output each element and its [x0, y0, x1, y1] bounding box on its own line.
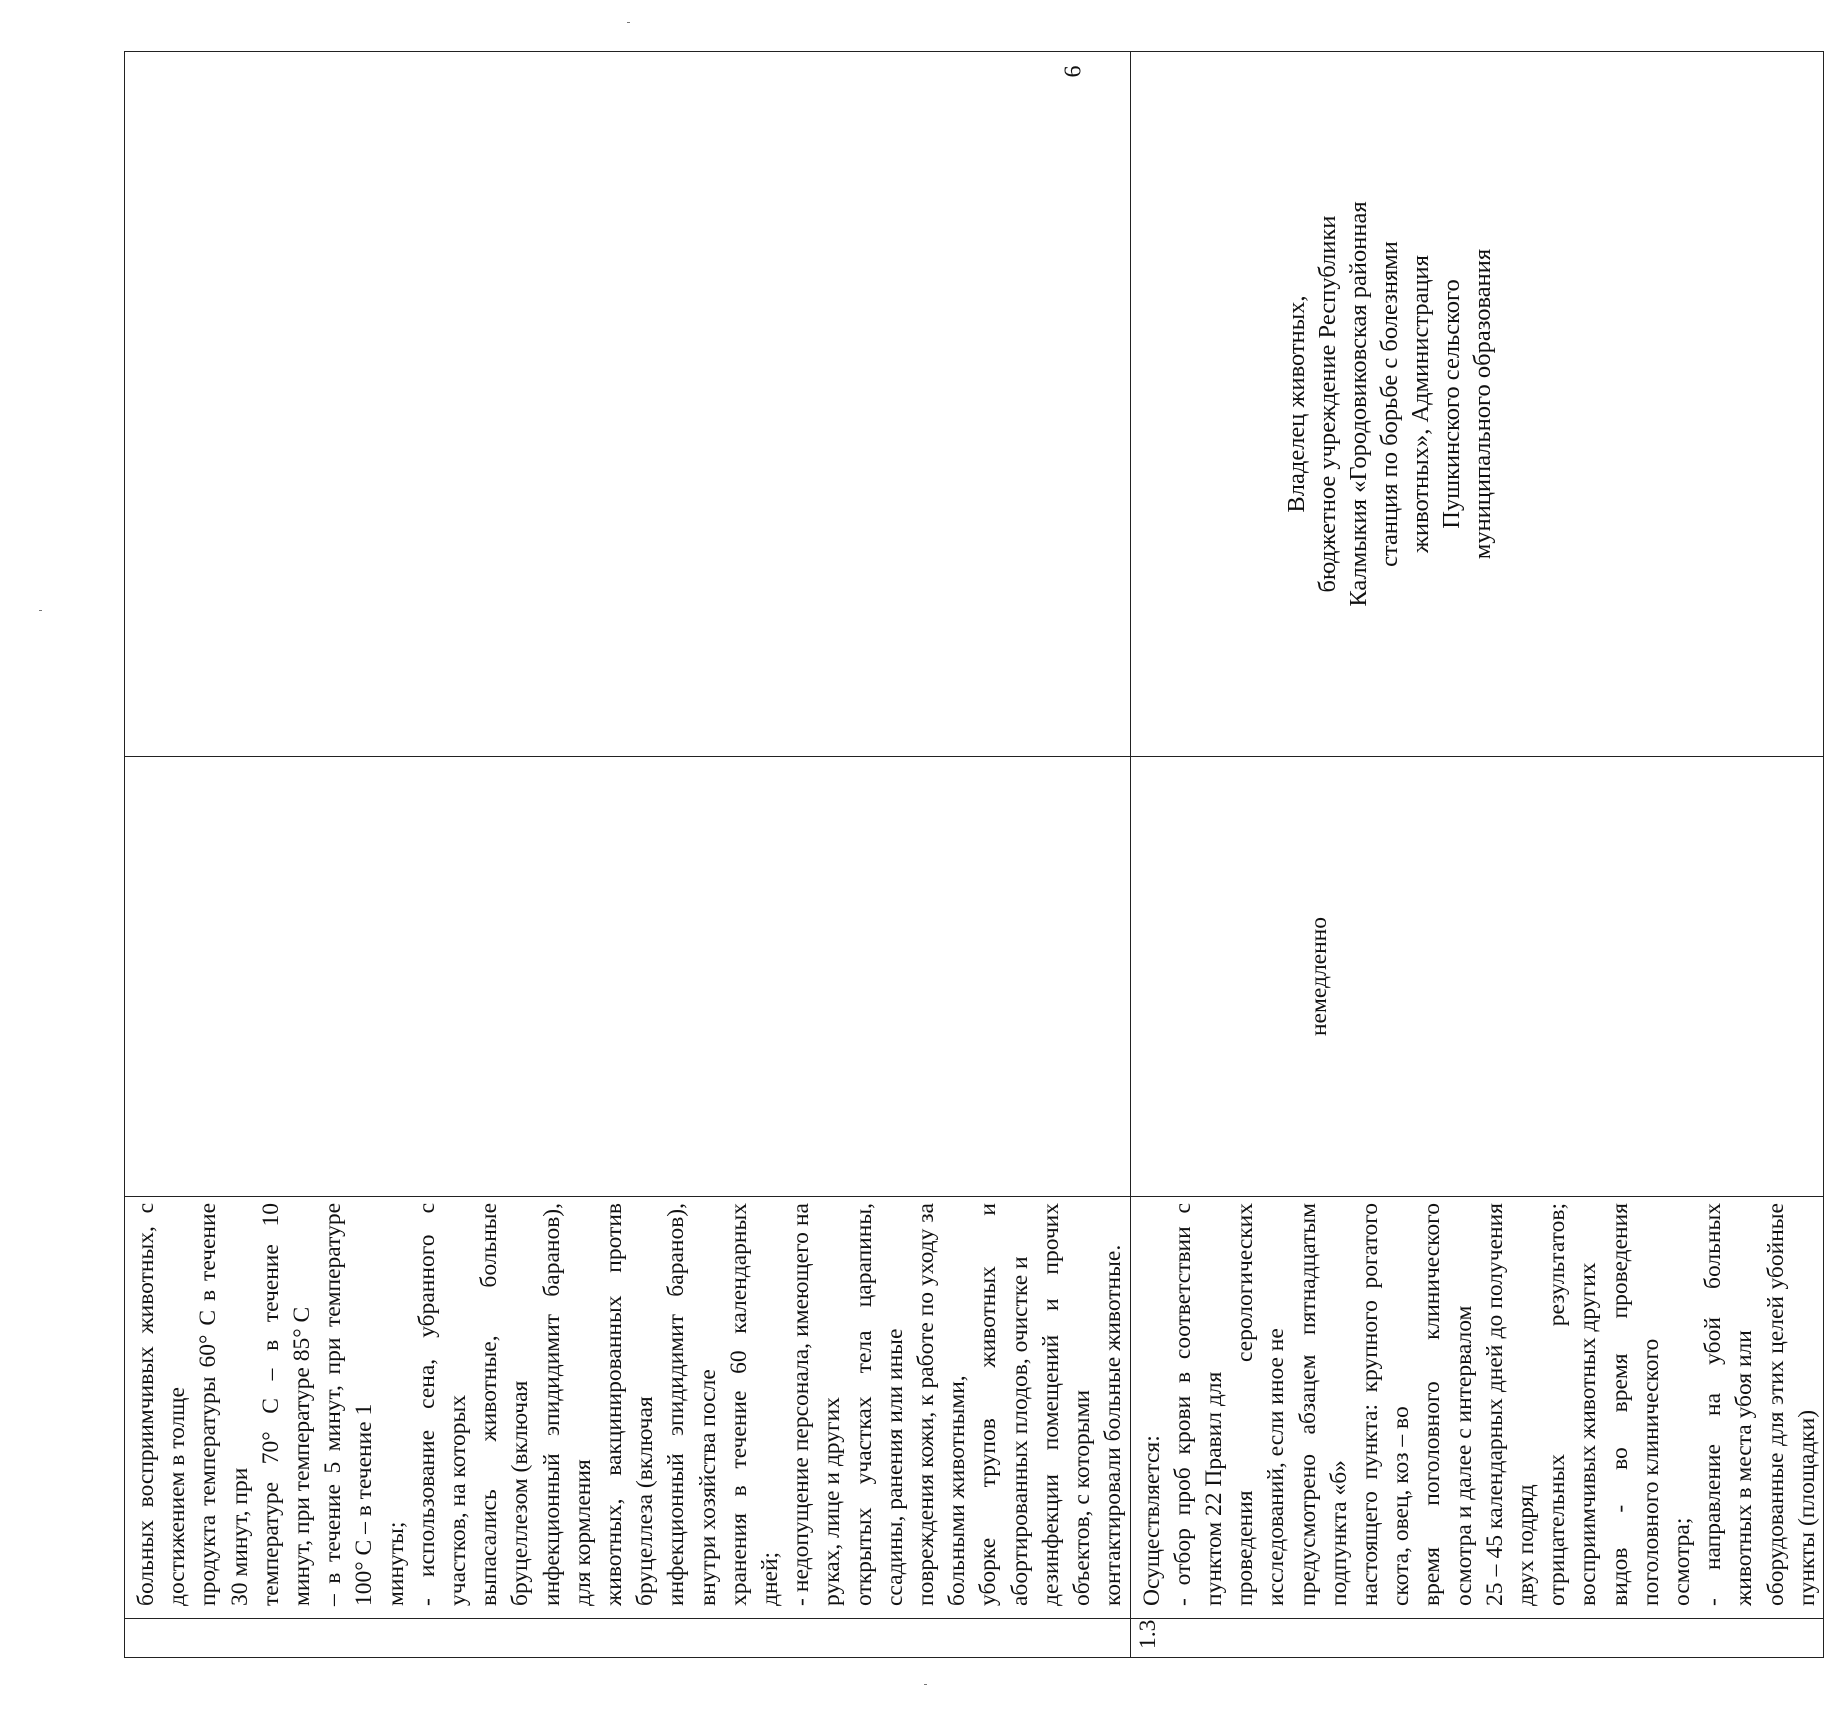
row2-deadline: немедленно	[1305, 917, 1332, 1037]
text-line: контактировали больные животные.	[1100, 1244, 1127, 1606]
responsible-line: муниципального образования	[1468, 248, 1496, 560]
text-line: 25 – 45 календарных дней до получения двух подряд	[1481, 1203, 1539, 1606]
rotated-page	[124, 52, 1820, 1658]
text-line: оборудованные для этих целей убойные пункты (площадки)	[1762, 1203, 1820, 1606]
responsible-line: станция по борьбе с болезнями	[1375, 241, 1403, 567]
row2-responsible-cell	[1130, 52, 1823, 757]
responsible-line: бюджетное учреждение Республики	[1313, 215, 1341, 593]
text-line: хранения в течение 60 календарных дней;	[725, 1203, 784, 1606]
text-line: минуты;	[382, 1521, 409, 1606]
text-line: повреждения кожи, к работе по уходу за больными животными,	[913, 1203, 971, 1606]
row1-deadline	[125, 757, 300, 1196]
text-line: температуре 70° С – в течение 10 минут, при температуре 85° С	[257, 1203, 316, 1606]
row1-number	[125, 1619, 129, 1657]
scan-speck	[924, 1684, 927, 1685]
page-number: 6	[1060, 65, 1087, 78]
text-line: - недопущение персонала, имеющего на руках, лице и других	[788, 1203, 846, 1606]
text-line: настоящего пункта: крупного рогатого скота, овец, коз – во	[1356, 1203, 1415, 1606]
row2-number-cell	[1130, 1619, 1823, 1658]
text-line: - направление на убой больных животных в места убоя или	[1700, 1203, 1758, 1606]
scan-speck	[627, 22, 630, 23]
responsible-line: Калмыкия «Городовиковская районная	[1344, 201, 1372, 607]
text-line: время поголовного клинического осмотра и далее с интервалом	[1419, 1203, 1477, 1606]
text-line: дезинфекции помещений и прочих объектов, с которыми	[1037, 1203, 1096, 1606]
text-line: животных, вакцинированных против бруцеллеза (включая	[601, 1203, 659, 1606]
text-line: – в течение 5 минут, при температуре 100° С – в течение 1	[320, 1203, 378, 1606]
text-line: видов - во время проведения поголовного клинического	[1606, 1203, 1664, 1606]
row2-text-cell	[1130, 1197, 1823, 1619]
text-line: отрицательных результатов; восприимчивых животных других	[1544, 1203, 1602, 1606]
row1-text	[125, 1197, 1130, 1618]
text-line: инфекционный эпидидимит баранов), для кормления	[538, 1203, 596, 1606]
text-line: открытых участках тела царапины, ссадины, ранения или иные	[850, 1203, 908, 1606]
row1-number-cell	[125, 1619, 1131, 1658]
text-line: проведения серологических исследований, если иное не	[1232, 1203, 1290, 1606]
row1-deadline-cell	[125, 757, 1131, 1197]
text-line: предусмотрено абзацем пятнадцатым подпункта «б»	[1294, 1203, 1352, 1606]
text-line: Осуществляется:	[1138, 1435, 1165, 1606]
text-line: уборке трупов животных и абортированных плодов, очистке и	[975, 1203, 1033, 1606]
measures-table	[124, 51, 1824, 1658]
table-row	[125, 52, 1131, 1658]
row1-responsible-cell	[125, 52, 1131, 757]
row2-responsible	[1131, 52, 1498, 756]
text-line: - использование сена, убранного с участков, на которых	[413, 1203, 472, 1606]
row2-text	[1131, 1197, 1823, 1618]
text-line: продукта температуры 60° С в течение 30 минут, при	[195, 1203, 253, 1606]
row1-text-cell	[125, 1197, 1131, 1619]
table-row	[1130, 52, 1823, 1658]
row1-responsible	[125, 52, 275, 756]
text-line: осмотра;	[1668, 1517, 1695, 1606]
responsible-line: животных», Администрация	[1406, 255, 1434, 553]
responsible-line: Владелец животных,	[1282, 295, 1310, 513]
text-line: больных восприимчивых животных, с достижением в толще	[133, 1203, 191, 1606]
text-line: - отбор проб крови в соответствии с пунктом 22 Правил для	[1169, 1203, 1227, 1606]
text-line: инфекционный эпидидимит баранов), внутри хозяйства после	[663, 1203, 721, 1606]
responsible-line: Пушкинского сельского	[1437, 279, 1465, 529]
row2-deadline-cell	[1130, 757, 1823, 1197]
text-line: выпасались животные, больные бруцеллезом (включая	[476, 1203, 534, 1606]
scan-speck	[39, 610, 42, 611]
row2-number: 1.3	[1134, 1619, 1161, 1649]
